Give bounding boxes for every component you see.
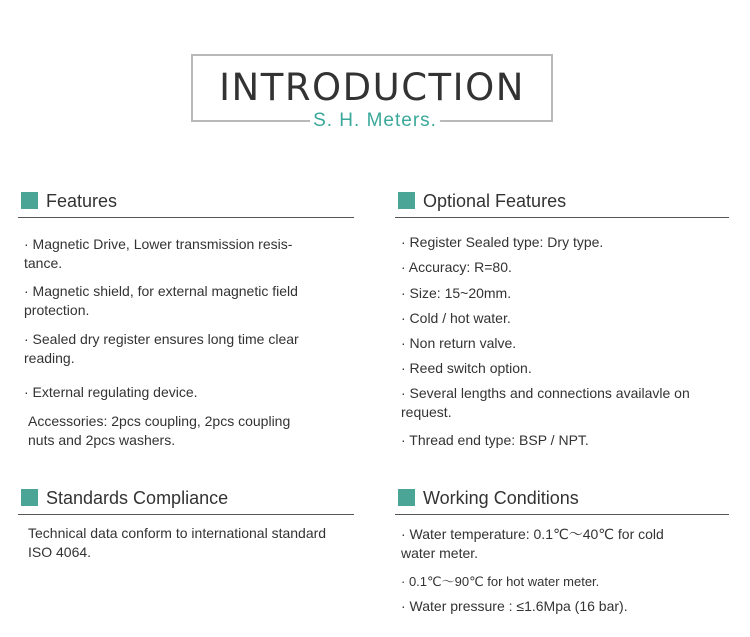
- list-item: · External regulating device.: [24, 384, 198, 400]
- working-conditions-title: Working Conditions: [423, 488, 579, 508]
- optional-features-heading: [395, 189, 729, 218]
- section-marker-icon: [21, 192, 38, 209]
- list-item: · 0.1℃～90℃ for hot water meter.: [401, 574, 600, 589]
- working-conditions-section: [395, 486, 729, 614]
- brand-subtitle: S. H. Meters.: [310, 109, 440, 133]
- standards-title: Standards Compliance: [46, 488, 229, 508]
- list-item: · Water pressure : ≤1.6Mpa (16 bar).: [401, 598, 628, 614]
- list-item: · Several lengths and connections availavle on request.: [401, 385, 690, 420]
- list-item: · Magnetic shield, for external magnetic field protection.: [24, 283, 298, 318]
- list-item: · Reed switch option.: [401, 360, 532, 376]
- accessories-text: Accessories: 2pcs coupling, 2pcs coupling nuts and 2pcs washers.: [28, 413, 291, 448]
- list-item: · Accuracy: R=80.: [401, 259, 512, 275]
- section-marker-icon: [398, 192, 415, 209]
- list-item: · Non return valve.: [401, 335, 517, 351]
- list-item: · Size: 15~20mm.: [401, 285, 512, 301]
- page-title: INTRODUCTION: [219, 66, 525, 109]
- list-item: · Sealed dry register ensures long time clear reading.: [24, 331, 299, 366]
- features-section: [18, 189, 354, 448]
- working-conditions-heading: [395, 486, 729, 515]
- optional-features-title: Optional Features: [423, 191, 567, 211]
- list-item: · Water temperature: 0.1℃～40℃ for cold water meter.: [401, 526, 664, 561]
- list-item: · Thread end type: BSP / NPT.: [401, 432, 589, 448]
- features-title: Features: [46, 191, 118, 211]
- standards-heading: [18, 486, 354, 515]
- section-marker-icon: [398, 489, 415, 506]
- list-item: · Cold / hot water.: [401, 310, 511, 326]
- standards-text: Technical data conform to international standard ISO 4064.: [28, 525, 327, 560]
- standards-section: [18, 486, 354, 560]
- section-marker-icon: [21, 489, 38, 506]
- list-item: · Register Sealed type: Dry type.: [401, 234, 604, 250]
- list-item: · Magnetic Drive, Lower transmission resis- tance.: [24, 236, 293, 271]
- optional-features-section: [395, 189, 729, 448]
- features-heading: [18, 189, 354, 218]
